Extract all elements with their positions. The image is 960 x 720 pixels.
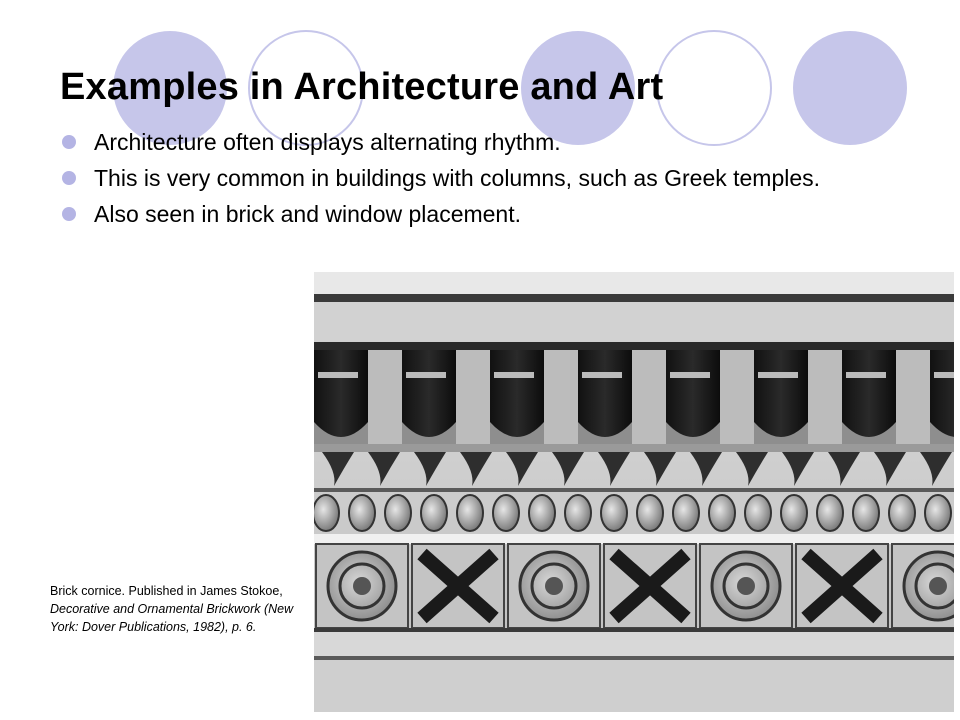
egg-ornament: [817, 495, 843, 531]
egg-ornament: [349, 495, 375, 531]
dentil-gap: [368, 350, 402, 444]
bullet-list: [62, 130, 862, 238]
egg-ornament: [673, 495, 699, 531]
ring-ornament-center: [353, 577, 371, 595]
egg-ornament: [529, 495, 555, 531]
ring-ornament-center: [737, 577, 755, 595]
egg-ornament: [637, 495, 663, 531]
dentil-gap: [632, 350, 666, 444]
caption-text: Brick cornice. Published in James Stokoe,: [50, 584, 283, 598]
egg-ornament: [709, 495, 735, 531]
egg-ornament: [421, 495, 447, 531]
dentil-gap: [808, 350, 842, 444]
dentil-gap: [544, 350, 578, 444]
ring-ornament-center: [929, 577, 947, 595]
egg-ornament: [565, 495, 591, 531]
dentil-highlight: [406, 372, 446, 378]
bullet-item: This is very common in buildings with columns, such as Greek temples.: [62, 166, 862, 190]
ring-ornament-center: [545, 577, 563, 595]
dentil-highlight: [494, 372, 534, 378]
egg-ornament: [493, 495, 519, 531]
egg-ornament: [853, 495, 879, 531]
dentil-highlight: [846, 372, 886, 378]
decor-circle-outline: [657, 31, 771, 145]
dentil-highlight: [670, 372, 710, 378]
egg-ornament: [314, 495, 339, 531]
caption-book-title: Decorative and Ornamental Brickwork (New York: Dover Publications, 1982), p. 6.: [50, 602, 294, 634]
bullet-item: Architecture often displays alternating rhythm.: [62, 130, 862, 154]
decor-circle-filled: [793, 31, 907, 145]
dentil-highlight: [758, 372, 798, 378]
egg-ornament: [601, 495, 627, 531]
dentil-gap: [456, 350, 490, 444]
egg-ornament: [781, 495, 807, 531]
egg-ornament: [745, 495, 771, 531]
image-caption: [50, 582, 300, 636]
dentil-gap: [896, 350, 930, 444]
dentil-highlight: [318, 372, 358, 378]
dentil-highlight: [582, 372, 622, 378]
bullet-item: Also seen in brick and window placement.: [62, 202, 862, 226]
egg-ornament: [889, 495, 915, 531]
dentil-gap: [720, 350, 754, 444]
brick-cornice-photo: [314, 272, 954, 712]
egg-ornament: [457, 495, 483, 531]
dentil-highlight: [934, 372, 954, 378]
egg-ornament: [385, 495, 411, 531]
slide-title: Examples in Architecture and Art: [60, 66, 664, 108]
egg-ornament: [925, 495, 951, 531]
